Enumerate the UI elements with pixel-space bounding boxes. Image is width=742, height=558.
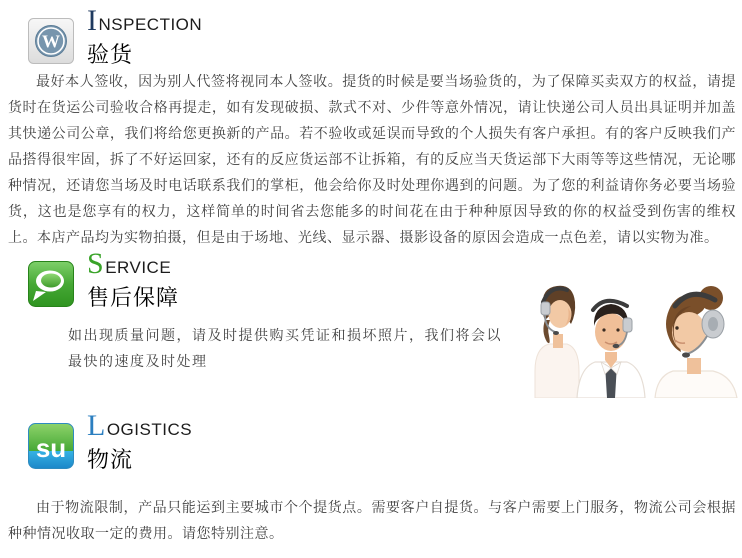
inspection-paragraph: 最好本人签收，因为别人代签将视同本人签收。提货的时候是要当场验货的，为了保障买卖双方的权益，请提货时在货运公司验收合格再提走，如有发现破损、款式不对、少件等意外情况，请让快递公司人员出具证明并加盖其快递公司公章，我们将给您更换新的产品。若不验收或延误而导致的个人损失有客户承担。有的客户反映我们产品搭得很牢固，拆了不好运回家，还有的反应货运部不让拆箱，有的反应当天货运部下大雨等等这些情况，无论哪种情况，还请您当场及时电话联系我们的掌柜，他会给你及时处理你遇到的问题。为了您的利益请你务必要当场验货，这也是您享有的权力，这样简单的时间省去您能多的时间花在由于种种原因导致的你的权益受到伤害的维权上。本店产品均为实物拍摄，但是由于场地、光线、显示器、摄影设备的原因会造成一点色差，请以实物为准。 bbox=[8, 73, 736, 245]
inspection-title-cn: 验货 bbox=[87, 42, 134, 67]
logistics-title-en bbox=[87, 411, 192, 445]
svg-text:W: W bbox=[42, 31, 60, 52]
svg-text:su: su bbox=[35, 433, 67, 463]
chat-bubble-icon bbox=[28, 261, 74, 307]
service-paragraph: 如出现质量问题，请及时提供购买凭证和损坏照片，我们将会以最快的速度及时处理 bbox=[68, 327, 502, 369]
logistics-title-cn: 物流 bbox=[87, 447, 134, 472]
customer-service-team-photo bbox=[505, 276, 742, 398]
wordpress-icon bbox=[28, 18, 74, 64]
inspection-title-en bbox=[87, 6, 202, 40]
service-initial-letter: S bbox=[87, 247, 105, 280]
service-title-en bbox=[87, 249, 179, 283]
logistics-title-rest: OGISTICS bbox=[106, 420, 193, 439]
service-title-rest: ERVICE bbox=[105, 258, 172, 277]
inspection-title-rest: NSPECTION bbox=[98, 15, 203, 34]
service-section-header bbox=[28, 249, 179, 312]
logistics-titles bbox=[87, 411, 192, 474]
inspection-initial-letter: I bbox=[87, 4, 98, 37]
logistics-paragraph: 由于物流限制，产品只能运到主要城市个个提货点。需要客户自提货。与客户需要上门服务，物流公司会根据种种情况收取一定的费用。请您特别注意。 bbox=[8, 499, 736, 541]
stumbleupon-icon bbox=[28, 423, 74, 469]
service-titles bbox=[87, 249, 179, 312]
inspection-titles bbox=[87, 6, 202, 69]
logistics-initial-letter: L bbox=[87, 409, 106, 442]
service-title-cn: 售后保障 bbox=[87, 285, 180, 310]
inspection-section-header bbox=[28, 6, 202, 69]
logistics-section-header bbox=[28, 411, 192, 474]
